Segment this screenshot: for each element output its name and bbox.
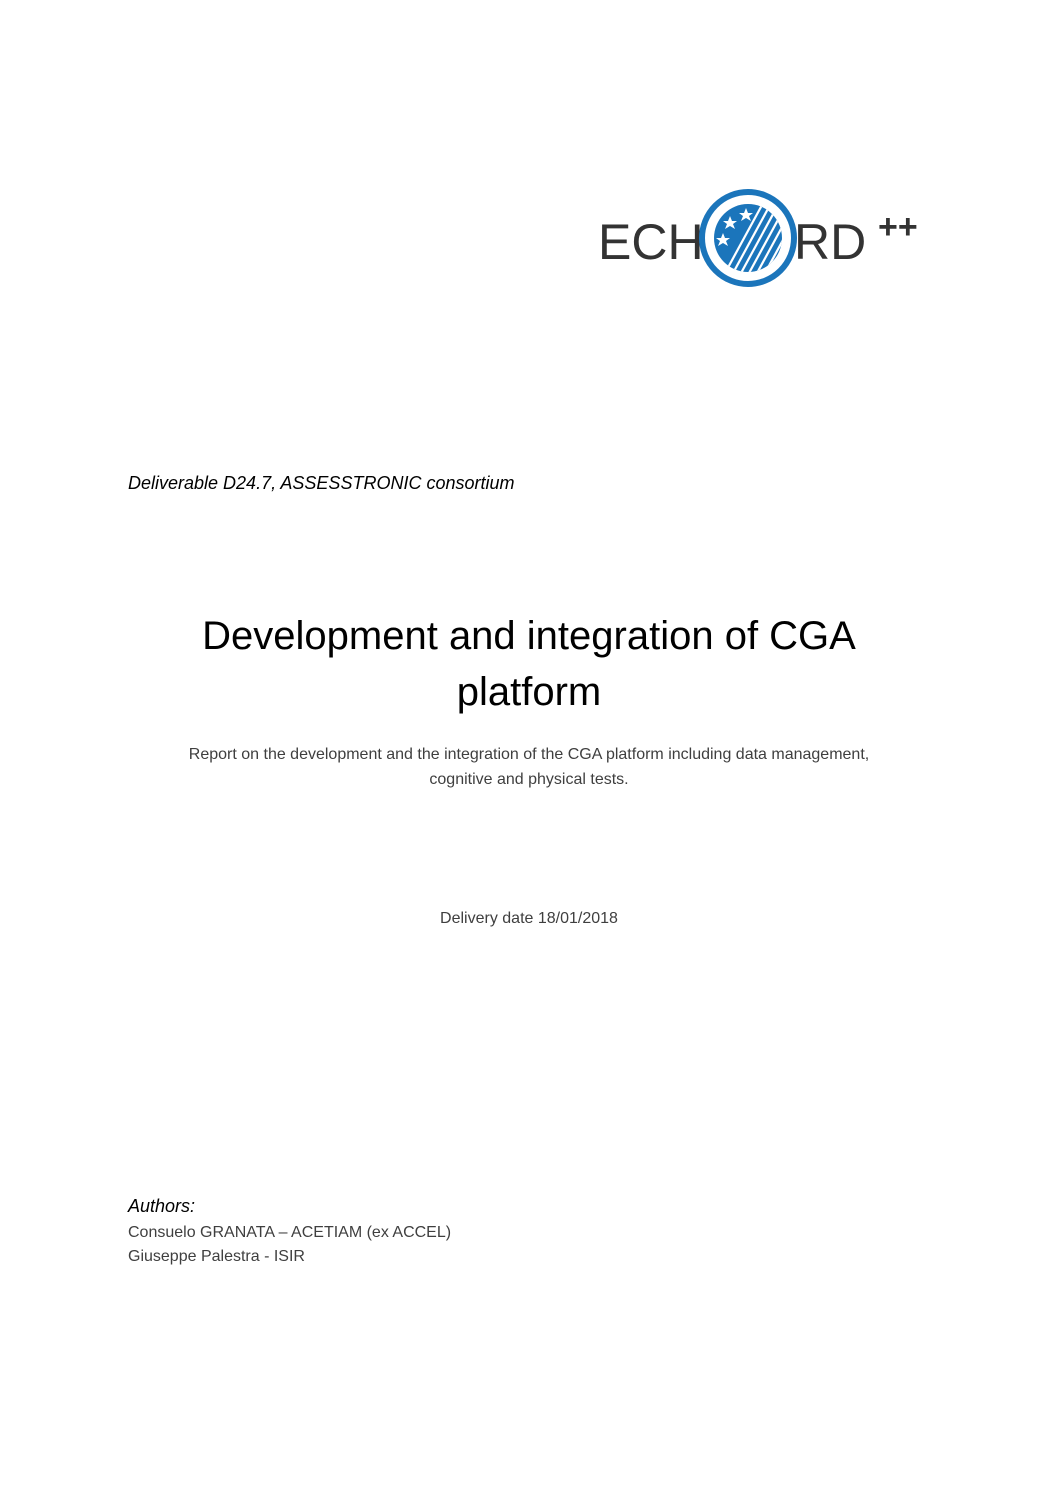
document-title [80, 608, 978, 720]
echord-logo [598, 186, 933, 290]
logo-emblem-icon [702, 192, 808, 286]
delivery-date: Delivery date 18/01/2018 [440, 910, 618, 927]
logo-text-right: RD [794, 214, 867, 270]
authors-heading: Authors: [128, 1196, 196, 1216]
document-subtitle [100, 742, 958, 792]
title-line-2: platform [456, 670, 602, 714]
logo-text-left: ECH [598, 214, 704, 270]
author-item: Consuelo GRANATA – ACETIAM (ex ACCEL) [128, 1224, 452, 1241]
subtitle-line-1: Report on the development and the integration of the CGA platform including data management, [188, 746, 870, 763]
author-item: Giuseppe Palestra - ISIR [128, 1248, 305, 1265]
deliverable-line: Deliverable D24.7, ASSESSTRONIC consortium [128, 473, 515, 493]
subtitle-line-2: cognitive and physical tests. [429, 771, 629, 788]
title-line-1: Development and integration of CGA [202, 614, 856, 658]
logo-superscript: ++ [878, 208, 918, 246]
echord-logo-graphic [598, 186, 933, 290]
